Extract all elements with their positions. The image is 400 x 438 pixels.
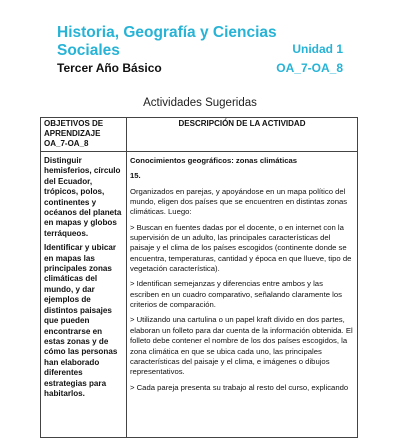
activity-step: > Identifican semejanzas y diferencias entre ambos y las escriben en un cuadro comparativo, señalando claramente los criterios de comparación. <box>130 279 342 310</box>
activity-step: > Buscan en fuentes dadas por el docente, o en internet con la supervisión de un adulto, las principales características del paisaje y el clima de los países escogidos (continente donde se encuentra, temperaturas, cantidad y época en que llueve, tipo de vegetación característica). <box>130 222 352 274</box>
objectives-cell <box>41 152 127 438</box>
activity-step: > Utilizando una cartulina o un papel kraft divido en dos partes, elaboran un folleto para dar cuenta de la información obtenida. El folleto debe contener el nombre de los dos países escogidos, la zona climática en que se ubica cada uno, las principales características del paisaje y el clima, e imágenes o dibujos representativos. <box>130 315 353 377</box>
activity-number: 15. <box>130 171 141 181</box>
table-header-row <box>41 118 358 152</box>
objective-item: Identificar y ubicar en mapas las principales zonas climáticas del mundo, y dar ejemplos de distintos paisajes que pueden encontrarse en estas zonas y de cómo las personas han elaborado diferentes estrategias para habitarlos. <box>44 243 118 398</box>
objectives-header: OBJETIVOS DE APRENDIZAJE OA_7-OA_8 <box>41 118 127 152</box>
unit-label: Unidad 1 <box>292 42 343 56</box>
activity-intro: Organizados en parejas, y apoyándose en un mapa político del mundo, eligen dos países que se encuentren en distintas zonas climáticas. Luego: <box>130 186 348 217</box>
activities-table <box>40 117 358 438</box>
section-title: Actividades Sugeridas <box>143 97 257 109</box>
objective-item: Distinguir hemisferios, círculo del Ecuador, trópicos, polos, continentes y océanos del planeta en mapas y globos terráqueos. <box>44 156 122 238</box>
table-row <box>41 152 358 438</box>
subject-title: Historia, Geografía y Ciencias Sociales <box>57 24 277 59</box>
activity-cell <box>127 152 358 438</box>
oa-code: OA_7-OA_8 <box>276 61 343 75</box>
description-header: DESCRIPCIÓN DE LA ACTIVIDAD <box>127 118 358 152</box>
grade-label: Tercer Año Básico <box>57 61 162 75</box>
activity-heading: Conocimientos geográficos: zonas climáticas <box>130 156 298 165</box>
activity-step: > Cada pareja presenta su trabajo al resto del curso, explicando <box>130 382 349 392</box>
